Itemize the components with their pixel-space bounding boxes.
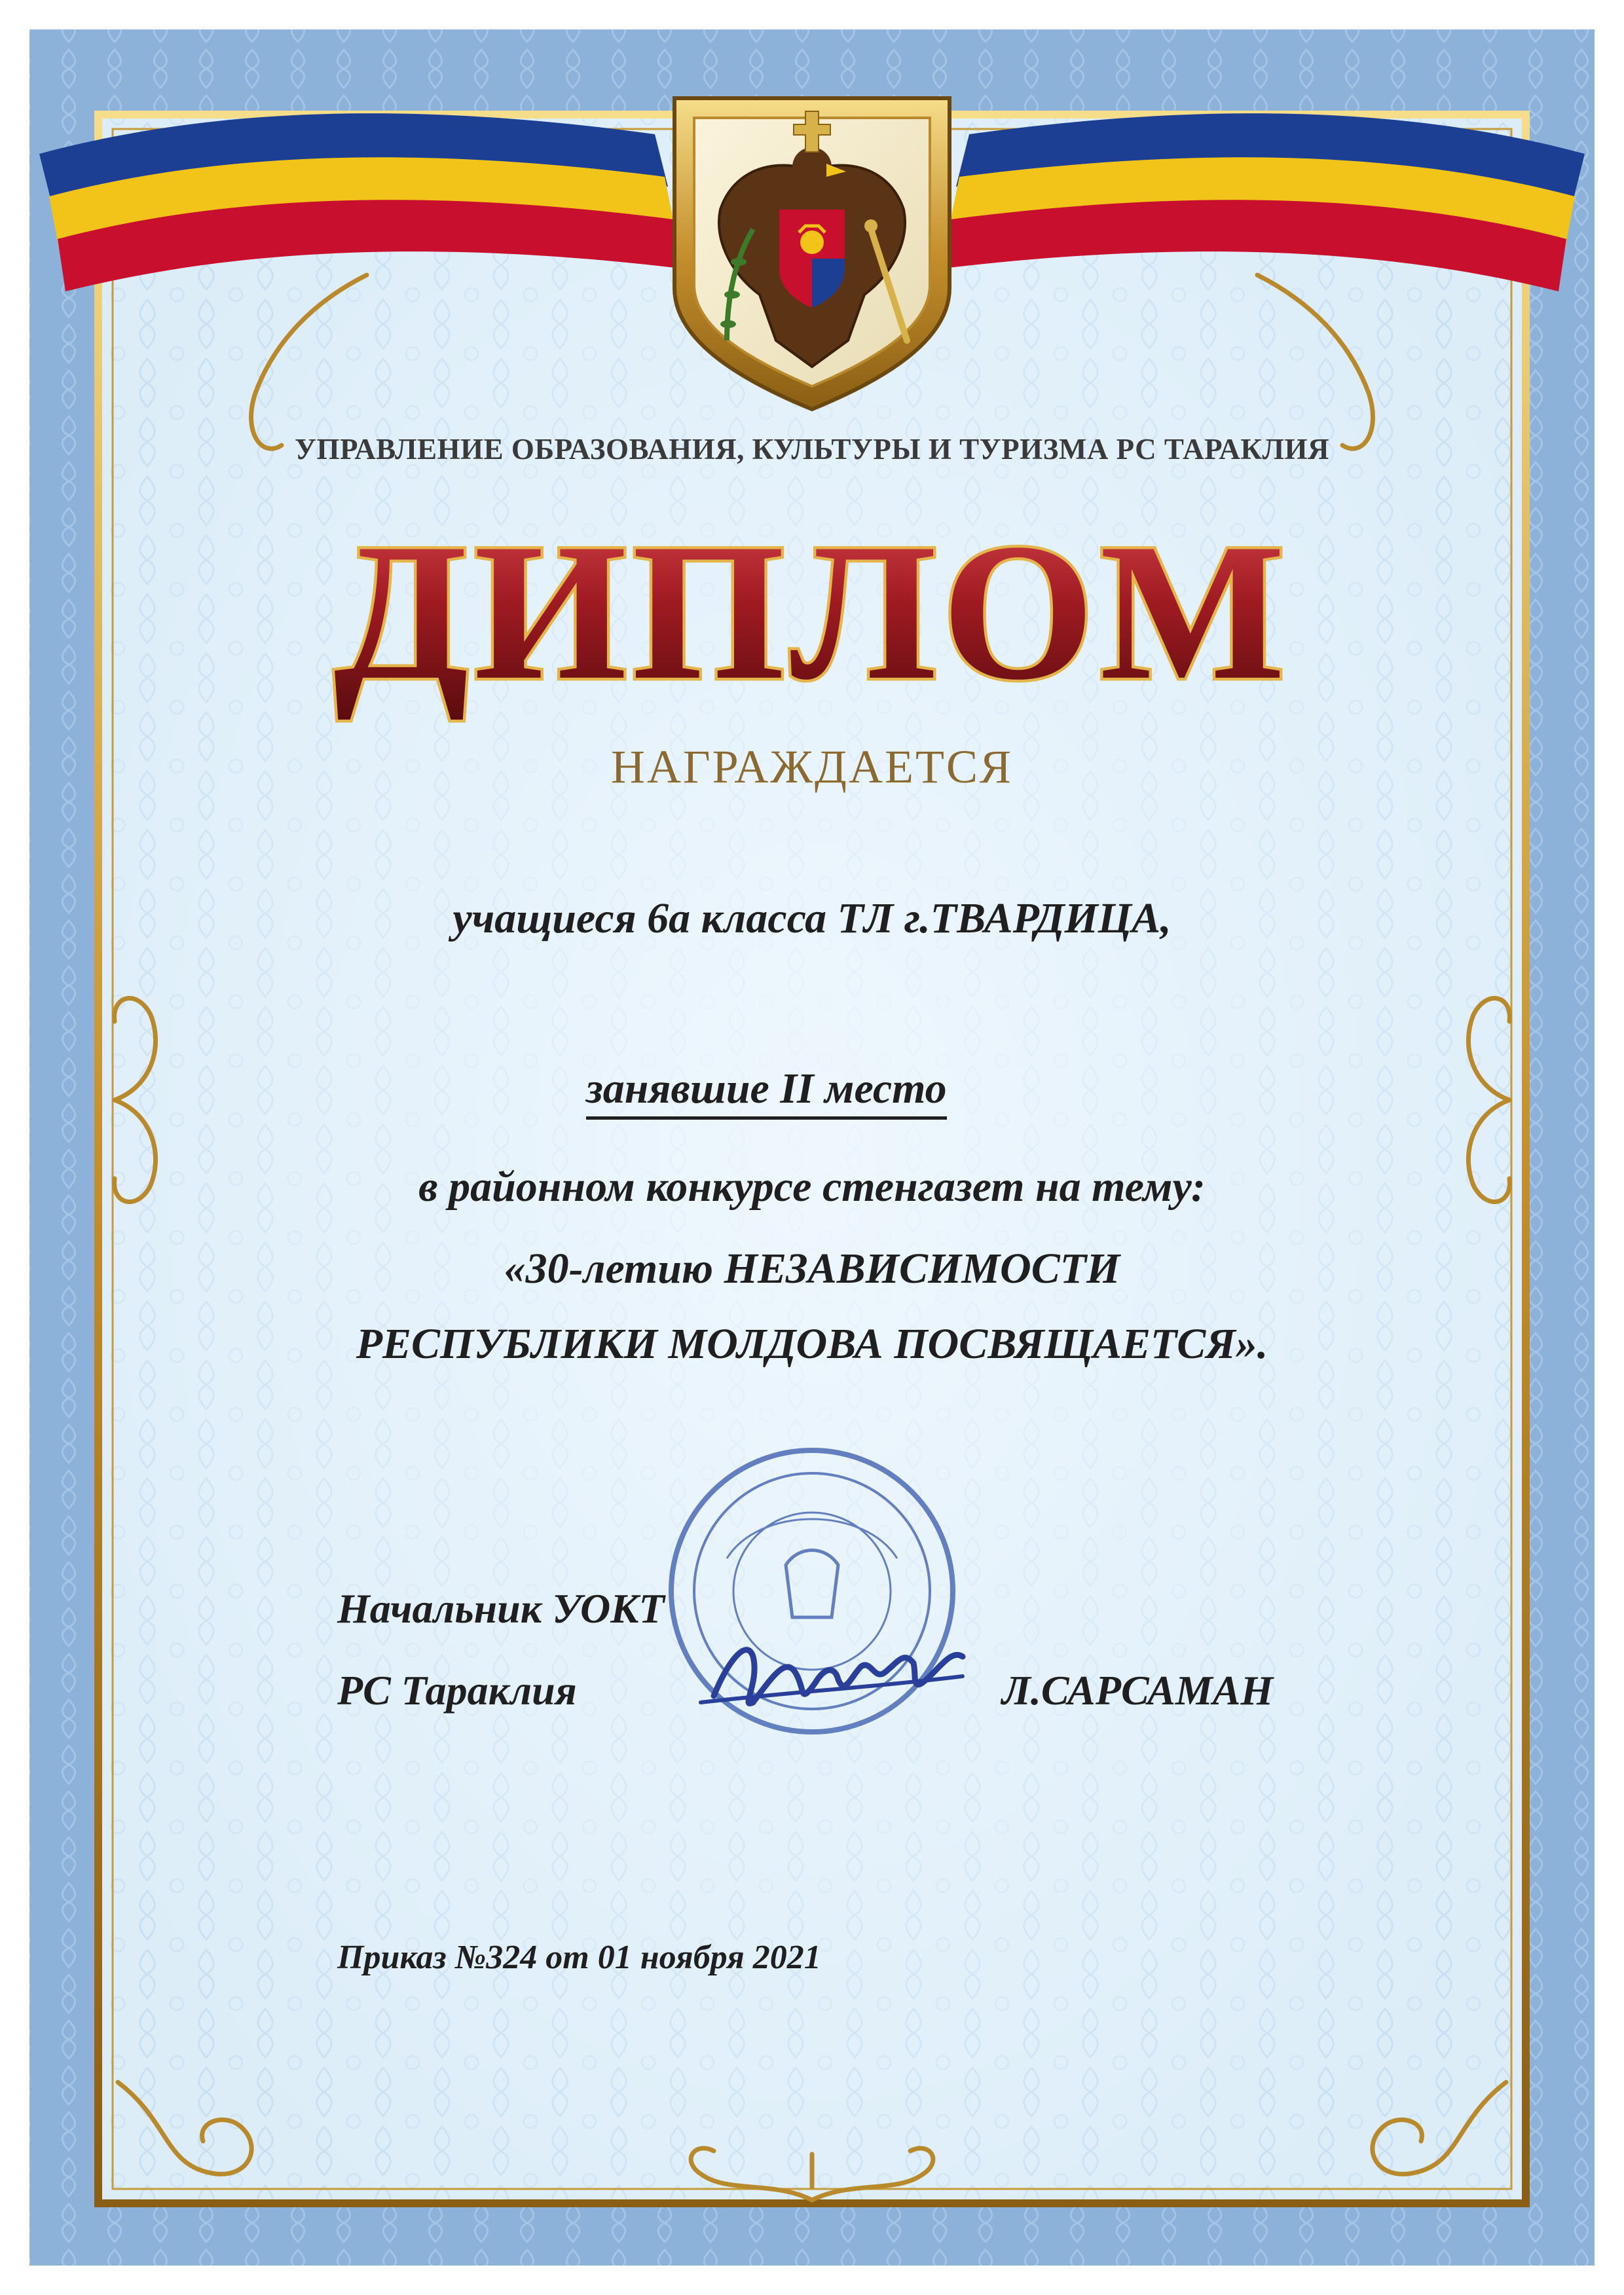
award-word: НАГРАЖДАЕТСЯ xyxy=(610,741,1014,793)
signer-name: Л.САРСАМАН xyxy=(1002,1667,1274,1714)
place-text: занявшие II место xyxy=(586,1064,947,1120)
order-reference: Приказ №324 от 01 ноября 2021 xyxy=(337,1939,821,1976)
recipient-line: учащиеся 6а класса ТЛ г.ТВАРДИЦА, xyxy=(452,894,1172,942)
contest-line: в районном конкурсе стенгазет на тему: xyxy=(418,1163,1206,1211)
signer-position-1: Начальник УОКТ xyxy=(337,1585,665,1632)
theme-line-2: РЕСПУБЛИКИ МОЛДОВА ПОСВЯЩАЕТСЯ». xyxy=(356,1320,1268,1368)
theme-line-1: «30-летию НЕЗАВИСИМОСТИ xyxy=(504,1245,1120,1293)
signer-position-2: РС Тараклия xyxy=(337,1667,577,1714)
place-line xyxy=(0,1064,1624,1120)
issuer-header: УПРАВЛЕНИЕ ОБРАЗОВАНИЯ, КУЛЬТУРЫ И ТУРИЗМА РС ТАРАКЛИЯ xyxy=(294,433,1330,466)
diploma-title-graphic: ДИПЛОМ xyxy=(333,503,1291,720)
